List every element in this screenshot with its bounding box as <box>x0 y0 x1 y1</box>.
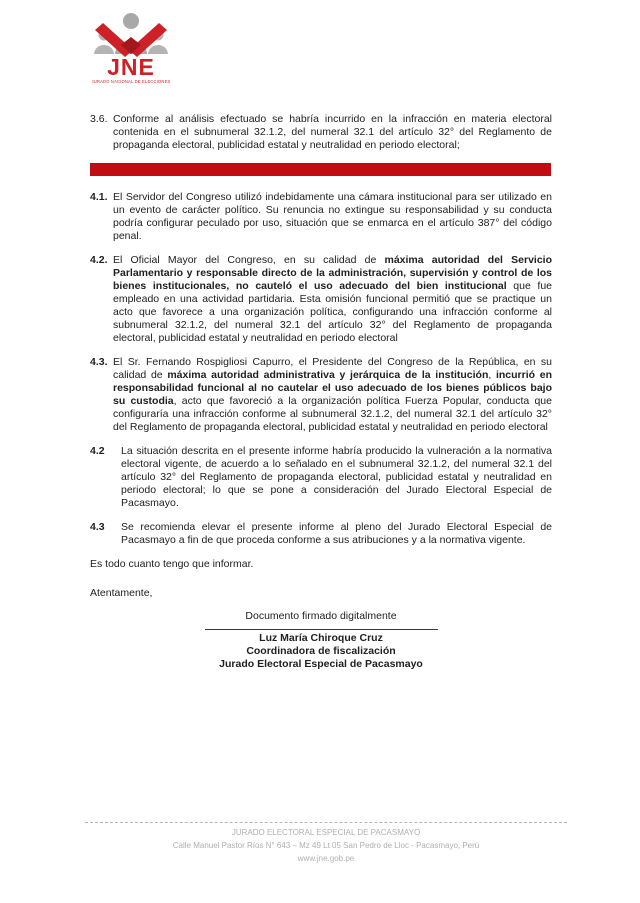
logo-caption: JURADO NACIONAL DE ELECCIONES <box>92 79 170 84</box>
digital-signature-note: Documento firmado digitalmente <box>245 610 397 622</box>
paragraph-text: Conforme al análisis efectuado se habría incurrido en la infracción en materia electoral contenida en el subnumeral 32.1.2, del numeral 32.1 del artículo 32° del Reglamento de propaganda electoral, publicidad estatal y neutralidad en periodo electoral; <box>113 113 552 151</box>
signature-name: Luz María Chiroque Cruz <box>259 632 383 644</box>
document-paragraph <box>90 356 552 434</box>
jne-logo <box>92 11 170 92</box>
signature-org: Jurado Electoral Especial de Pacasmayo <box>219 658 423 670</box>
signature-block <box>90 610 552 671</box>
paragraph-label: 4.3. <box>90 356 108 368</box>
logo-acronym: JNE <box>107 54 155 80</box>
closing-statement: Es todo cuanto tengo que informar. <box>90 558 254 570</box>
signature-line <box>205 629 438 630</box>
document-paragraph <box>90 521 552 547</box>
redaction-bar <box>90 163 551 176</box>
paragraph-text: Se recomienda elevar el presente informe al pleno del Jurado Electoral Especial de Pacasmayo a fin de que proceda conforme a sus atribuciones y a la normativa vigente. <box>121 521 552 546</box>
footer-website: www.jne.gob.pe <box>297 854 355 863</box>
document-paragraph <box>90 254 552 345</box>
paragraph-text: El Sr. Fernando Rospigliosi Capurro, el Presidente del Congreso de la República, en su calidad de máxima autoridad administrativa y jerárquica de la institución, incurrió en responsabilidad funcional al no cautelar el uso adecuado de los bienes públicos bajo su custodia, acto que favoreció a la organización política Fuerza Popular, conducta que configuraría una infracción conforme al subnumeral 32.1.2, del numeral 32.1 del artículo 32° del Reglamento de propaganda electoral, publicidad estatal y neutralidad en periodo electoral <box>113 356 552 433</box>
paragraph-label: 4.1. <box>90 191 108 203</box>
paragraph-label: 4.3 <box>90 521 105 533</box>
footer-address: Calle Manuel Pastor Ríos N° 643 – Mz 49 Lt 05 San Pedro de Lloc - Pacasmayo, Perú <box>172 841 480 850</box>
paragraph-text: El Oficial Mayor del Congreso, en su calidad de máxima autoridad del Servicio Parlamentario y responsable directo de la administración, supervisión y control de los bienes institucionales, no cauteló el uso adecuado del bien institucional que fue empleado en una actividad partidaria. Esta omisión funcional permitió que se practique un acto que favorece a una organización política, configurando una infracción conforme al subnumeral 32.1.2, del numeral 32.1 del artículo 32° del Reglamento de propaganda electoral, publicidad estatal y neutralidad en periodo electoral <box>113 254 552 344</box>
document-paragraph <box>90 445 552 510</box>
paragraph-label: 4.2 <box>90 445 105 457</box>
paragraph-label: 4.2. <box>90 254 108 266</box>
document-paragraph <box>90 113 552 152</box>
document-body <box>90 113 552 671</box>
paragraph-text: La situación descrita en el presente informe habría producido la vulneración a la normativa electoral vigente, de acuerdo a lo señalado en el subnumeral 32.1.2, del numeral 32.1 del artículo 32° del Reglamento de propaganda electoral, publicidad estatal y neutralidad en periodo electoral; lo que se pone a consideración del Jurado Electoral Especial de Pacasmayo. <box>121 445 552 509</box>
paragraph-text: El Servidor del Congreso utilizó indebidamente una cámara institucional para ser utilizado en un evento de carácter político. Su renuncia no extingue su responsabilidad y su conducta podría configurar peculado por uso, situación que se enmarca en el artículo 387° del código penal. <box>113 191 552 242</box>
paragraph-label: 3.6. <box>90 113 108 125</box>
document-paragraph <box>90 191 552 243</box>
closing-salutation: Atentamente, <box>90 587 153 599</box>
jne-logo-graphic <box>92 11 170 87</box>
footer-org: JURADO ELECTORAL ESPECIAL DE PACASMAYO <box>231 828 421 837</box>
footer <box>85 822 567 865</box>
signature-role: Coordinadora de fiscalización <box>246 645 396 657</box>
